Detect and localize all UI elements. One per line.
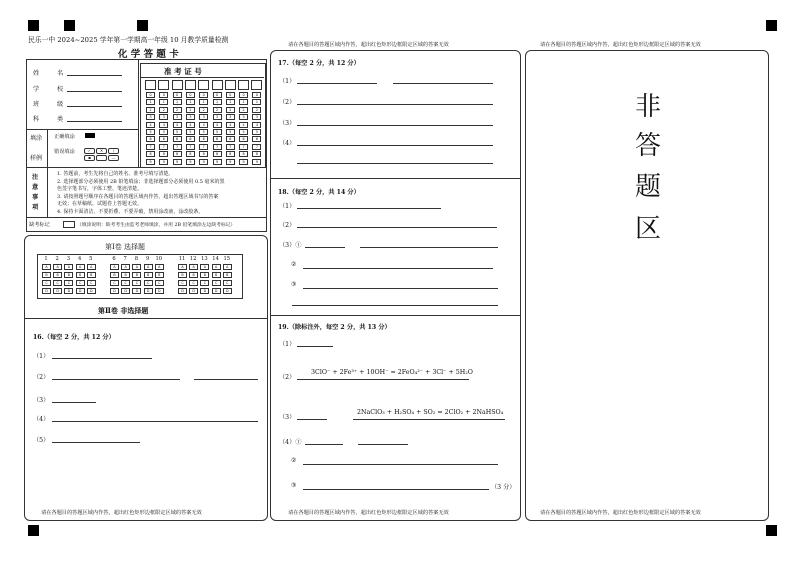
fill-correct-sample — [85, 133, 95, 138]
boundary-note-mid-bottom: 请在各题目的答题区域内作答，超出红色矩形边框限定区域的答案无效 — [288, 510, 449, 516]
admission-bubble[interactable]: 0 — [186, 92, 195, 98]
field-class-label-a: 班 — [33, 101, 40, 108]
q16-label: （4） — [33, 416, 50, 423]
field-name-input[interactable] — [67, 75, 122, 76]
admission-bubble[interactable]: 8 — [213, 151, 222, 157]
timing-mark-tl — [28, 20, 39, 31]
admission-bubble[interactable]: 7 — [239, 144, 248, 150]
field-class-input[interactable] — [67, 106, 122, 107]
admission-title-rule — [140, 77, 264, 78]
admission-bubble[interactable]: 6 — [239, 136, 248, 142]
q19-label: （2） — [279, 374, 296, 381]
non-answer-char-4: 区 — [635, 214, 662, 244]
admission-bubble[interactable]: 1 — [173, 99, 182, 105]
fill-wrong-sample: — — [108, 155, 119, 161]
admission-bubble[interactable]: 4 — [146, 122, 155, 128]
q19-blank-3b[interactable] — [353, 419, 505, 420]
choice-bubble[interactable]: C — [212, 280, 221, 286]
q19-blank-1[interactable] — [297, 346, 333, 347]
q18-header: 18.（每空 2 分，共 14 分） — [278, 189, 360, 196]
admission-bubble[interactable]: 6 — [146, 136, 155, 142]
admission-write-box[interactable] — [185, 80, 196, 90]
absent-checkbox[interactable] — [63, 221, 75, 228]
info-divider-h1 — [26, 129, 138, 130]
choice-bubble[interactable]: D — [76, 288, 85, 294]
q16-blank-5[interactable] — [52, 442, 140, 443]
admission-bubble[interactable]: 3 — [173, 114, 182, 120]
admission-bubble[interactable]: 4 — [239, 122, 248, 128]
fill-wrong-sample: ▪ — [84, 155, 95, 161]
boundary-note-mid-top: 请在各题目的答题区域内作答，超出红色矩形边框限定区域的答案无效 — [288, 42, 449, 48]
fill-wrong-sample: ✕ — [96, 148, 107, 154]
q16-label: （1） — [33, 353, 50, 360]
admission-bubble[interactable]: 1 — [239, 99, 248, 105]
admission-write-box[interactable] — [198, 80, 209, 90]
choice-bubble[interactable]: C — [76, 280, 85, 286]
q16-blank-2a[interactable] — [52, 379, 180, 380]
choice-bubble[interactable]: B — [121, 272, 130, 278]
choice-question-number: 5 — [89, 256, 93, 262]
q18-label: （3）① — [279, 242, 302, 249]
admission-bubble[interactable]: 2 — [226, 107, 235, 113]
admission-bubble[interactable]: 9 — [159, 159, 168, 165]
admission-bubble[interactable]: 4 — [213, 122, 222, 128]
q18-label: ② — [291, 261, 297, 268]
choice-bubble[interactable]: D — [64, 288, 73, 294]
q16-blank-1[interactable] — [52, 358, 152, 359]
q17-blank-1b[interactable] — [393, 83, 493, 84]
admission-bubble[interactable]: 8 — [252, 151, 261, 157]
q19-blank-4c[interactable] — [303, 464, 498, 465]
choice-bubble[interactable]: B — [53, 272, 62, 278]
admission-bubble[interactable]: 9 — [199, 159, 208, 165]
admission-bubble[interactable]: 9 — [239, 159, 248, 165]
admission-bubble[interactable]: 1 — [199, 99, 208, 105]
choice-bubble[interactable]: B — [178, 272, 187, 278]
admission-write-box[interactable] — [212, 80, 223, 90]
admission-bubble[interactable]: 7 — [186, 144, 195, 150]
admission-bubble[interactable]: 5 — [173, 129, 182, 135]
admission-bubble[interactable]: 3 — [226, 114, 235, 120]
admission-bubble[interactable]: 0 — [199, 92, 208, 98]
admission-bubble[interactable]: 1 — [146, 99, 155, 105]
choice-question-number: 8 — [134, 256, 139, 262]
part1-title: 第Ⅰ卷 选择题 — [105, 243, 145, 251]
q19-label: （4）① — [279, 439, 302, 446]
admission-bubble[interactable]: 7 — [226, 144, 235, 150]
fill-wrong-label: 错误填涂 — [54, 149, 75, 155]
choice-bubble[interactable]: A — [132, 264, 141, 270]
choice-bubble[interactable]: A — [64, 264, 73, 270]
admission-write-box[interactable] — [145, 80, 156, 90]
boundary-note-left-bottom: 请在各题目的答题区域内作答，超出红色矩形边框限定区域的答案无效 — [41, 510, 202, 516]
info-divider-h3 — [26, 217, 266, 218]
note-item: 2. 选择题部分必须使用 2B 铅笔填涂；非选择题部分必须使用 0.5 毫米的黑 — [57, 178, 225, 185]
mid-divider-1 — [270, 178, 520, 179]
admission-bubble[interactable]: 6 — [252, 136, 261, 142]
q18-blank-3c[interactable] — [303, 268, 493, 269]
choice-bubble[interactable]: D — [155, 288, 164, 294]
field-name-label-a: 姓 — [33, 70, 40, 77]
choice-bubble[interactable]: C — [132, 280, 141, 286]
note-item: 3. 请按照题号顺序在各题目的答题区域内作答，超出答题区域书写的答案 — [57, 193, 219, 200]
choice-bubble[interactable]: B — [189, 272, 198, 278]
notes-title-char: 注 — [32, 174, 39, 181]
choice-bubble[interactable]: B — [76, 272, 85, 278]
note-item: 色签字笔书写，字体工整、笔迹清楚。 — [57, 186, 143, 193]
q17-blank-1a[interactable] — [297, 83, 377, 84]
admission-bubble[interactable]: 3 — [186, 114, 195, 120]
q18-blank-3e[interactable] — [292, 305, 498, 306]
admission-bubble[interactable]: 0 — [146, 92, 155, 98]
fill-correct-label: 正确填涂 — [54, 134, 75, 140]
choice-bubble[interactable]: C — [64, 280, 73, 286]
admission-bubble[interactable]: 4 — [159, 122, 168, 128]
admission-bubble[interactable]: 5 — [213, 129, 222, 135]
timing-mark-br — [766, 525, 777, 536]
admission-bubble[interactable]: 8 — [173, 151, 182, 157]
admission-bubble[interactable]: 7 — [213, 144, 222, 150]
boundary-note-right-bottom: 请在各题目的答题区域内作答，超出红色矩形边框限定区域的答案无效 — [540, 510, 701, 516]
q17-blank-4b[interactable] — [297, 163, 493, 164]
timing-mark-bl — [28, 525, 39, 536]
absent-note: （填涂说明：缺考考生由监考老师填涂，并用 2B 铅笔填涂左边缺考标记） — [77, 223, 236, 228]
admission-bubble[interactable]: 1 — [159, 99, 168, 105]
admission-bubble[interactable]: 9 — [252, 159, 261, 165]
absent-label: 缺考标记 — [29, 222, 50, 228]
admission-bubble[interactable]: 5 — [226, 129, 235, 135]
choice-question-number: 10 — [155, 256, 163, 262]
admission-bubble[interactable]: 0 — [159, 92, 168, 98]
choice-bubble[interactable]: D — [132, 288, 141, 294]
admission-title: 准 考 证 号 — [164, 67, 202, 76]
choice-bubble[interactable]: A — [53, 264, 62, 270]
admission-bubble[interactable]: 1 — [226, 99, 235, 105]
q18-blank-3b[interactable] — [360, 247, 498, 248]
admission-write-box[interactable] — [251, 80, 262, 90]
field-subject-label-a: 科 — [33, 116, 40, 123]
admission-write-box[interactable] — [158, 80, 169, 90]
choice-bubble[interactable]: B — [212, 272, 221, 278]
admission-write-box[interactable] — [238, 80, 249, 90]
note-item: 1. 答题前，考生先将自己的姓名、准考号填写清楚。 — [57, 171, 174, 177]
admission-bubble[interactable]: 8 — [239, 151, 248, 157]
choice-bubble[interactable]: D — [223, 288, 232, 294]
field-school-input[interactable] — [67, 91, 122, 92]
admission-bubble[interactable]: 4 — [186, 122, 195, 128]
q16-label: （2） — [33, 374, 50, 381]
choice-question-number: 9 — [145, 256, 150, 262]
choice-question-number: 12 — [189, 256, 197, 262]
choice-bubble[interactable]: B — [132, 272, 141, 278]
label-col-divider — [47, 129, 48, 217]
admission-bubble[interactable]: 2 — [173, 107, 182, 113]
q18-blank-3a[interactable] — [305, 247, 345, 248]
timing-mark-t2 — [64, 20, 75, 31]
choice-bubble[interactable]: D — [178, 288, 187, 294]
exam-title: 民乐一中 2024~2025 学年第一学期高一年级 10 月教学质量检测 — [28, 36, 229, 44]
q19-label: ③ — [291, 482, 297, 489]
choice-bubble[interactable]: B — [110, 272, 119, 278]
admission-bubble[interactable]: 4 — [199, 122, 208, 128]
part2-title: 第Ⅱ卷 非选择题 — [98, 306, 149, 315]
q19-blank-4d[interactable] — [303, 489, 489, 490]
admission-bubble[interactable]: 0 — [173, 92, 182, 98]
choice-question-number: 3 — [66, 256, 71, 262]
admission-bubble[interactable]: 0 — [213, 92, 222, 98]
choice-question-number: 4 — [77, 256, 82, 262]
admission-bubble[interactable]: 5 — [199, 129, 208, 135]
choice-bubble[interactable]: C — [42, 280, 51, 286]
admission-bubble[interactable]: 5 — [252, 129, 261, 135]
choice-question-number: 7 — [123, 256, 127, 262]
notes-title-char: 事 — [32, 194, 39, 201]
part-divider — [24, 318, 267, 319]
admission-bubble[interactable]: 4 — [252, 122, 261, 128]
timing-mark-t3 — [137, 20, 148, 31]
choice-bubble[interactable]: C — [155, 280, 164, 286]
choice-question-number: 13 — [201, 256, 208, 262]
q17-label: （4） — [279, 140, 296, 147]
admission-bubble[interactable]: 2 — [186, 107, 195, 113]
choice-bubble[interactable]: D — [53, 288, 62, 294]
choice-bubble[interactable]: D — [121, 288, 130, 294]
q19-label: （3） — [279, 414, 296, 421]
field-school-label-b: 校 — [57, 86, 64, 93]
admission-bubble[interactable]: 7 — [252, 144, 261, 150]
admission-bubble[interactable]: 8 — [226, 151, 235, 157]
choice-bubble[interactable]: A — [76, 264, 85, 270]
admission-bubble[interactable]: 3 — [159, 114, 168, 120]
choice-bubble[interactable]: A — [212, 264, 221, 270]
admission-bubble[interactable]: 5 — [146, 129, 155, 135]
admission-bubble[interactable]: 2 — [199, 107, 208, 113]
q16-blank-2b[interactable] — [194, 379, 258, 380]
choice-question-number: 2 — [55, 256, 59, 262]
choice-question-number: 11 — [178, 256, 186, 262]
choice-bubble[interactable]: B — [64, 272, 73, 278]
fill-wrong-sample: / — [108, 148, 119, 154]
choice-bubble[interactable]: D — [42, 288, 51, 294]
choice-bubble[interactable]: A — [87, 264, 96, 270]
admission-bubble[interactable]: 2 — [239, 107, 248, 113]
choice-bubble[interactable]: C — [53, 280, 62, 286]
field-name-label-b: 名 — [57, 70, 64, 77]
note-item: 无效；在草稿纸、试题卷上答题无效。 — [57, 201, 143, 208]
admission-bubble[interactable]: 5 — [186, 129, 195, 135]
q19-header: 19.（除标注外，每空 2 分，共 13 分） — [278, 324, 391, 331]
choice-bubble[interactable]: C — [178, 280, 187, 286]
choice-question-number: 6 — [112, 256, 116, 262]
choice-bubble[interactable]: A — [189, 264, 198, 270]
timing-mark-tr — [766, 20, 777, 31]
fill-label-a: 填涂 — [30, 135, 43, 142]
note-item: 4. 保持卡面清洁，不要折叠、不要弄破，禁用涂改液，涂改胶条。 — [57, 209, 204, 215]
boundary-note-right-top: 请在各题目的答题区域内作答，超出红色矩形边框限定区域的答案无效 — [540, 42, 701, 48]
choice-bubble[interactable]: C — [121, 280, 130, 286]
admission-bubble[interactable]: 9 — [213, 159, 222, 165]
q18-blank-3d[interactable] — [303, 288, 498, 289]
choice-bubble[interactable]: D — [212, 288, 221, 294]
q18-blank-1[interactable] — [297, 208, 441, 209]
q16-blank-3[interactable] — [52, 402, 96, 403]
admission-bubble[interactable]: 6 — [186, 136, 195, 142]
choice-question-number: 1 — [44, 256, 48, 262]
choice-bubble[interactable]: B — [87, 272, 96, 278]
non-answer-char-1: 非 — [635, 92, 662, 122]
fill-label-b: 样例 — [30, 155, 43, 162]
choice-bubble[interactable]: C — [87, 280, 96, 286]
admission-bubble[interactable]: 9 — [173, 159, 182, 165]
choice-bubble[interactable]: A — [144, 264, 153, 270]
admission-bubble[interactable]: 7 — [159, 144, 168, 150]
admission-bubble[interactable]: 3 — [199, 114, 208, 120]
admission-bubble[interactable]: 9 — [186, 159, 195, 165]
fill-wrong-sample: ✓ — [84, 148, 95, 154]
admission-bubble[interactable]: 1 — [213, 99, 222, 105]
admission-bubble[interactable]: 6 — [199, 136, 208, 142]
admission-bubble[interactable]: 8 — [146, 151, 155, 157]
admission-bubble[interactable]: 6 — [173, 136, 182, 142]
q17-label: （2） — [279, 99, 296, 106]
choice-bubble[interactable]: C — [189, 280, 198, 286]
admission-bubble[interactable]: 6 — [226, 136, 235, 142]
admission-bubble[interactable]: 0 — [239, 92, 248, 98]
admission-bubble[interactable]: 8 — [159, 151, 168, 157]
choice-question-number: 15 — [223, 256, 231, 262]
admission-bubble[interactable]: 5 — [159, 129, 168, 135]
choice-bubble[interactable]: C — [223, 280, 232, 286]
choice-bubble[interactable]: D — [200, 288, 209, 294]
choice-bubble[interactable]: B — [42, 272, 51, 278]
q17-label: （3） — [279, 120, 296, 127]
choice-bubble[interactable]: B — [200, 272, 209, 278]
card-title: 化 学 答 题 卡 — [118, 49, 179, 60]
middle-answer-panel — [270, 50, 521, 521]
fill-wrong-sample — [96, 155, 107, 161]
field-class-label-b: 级 — [57, 101, 64, 108]
non-answer-char-3: 题 — [635, 172, 662, 202]
q17-blank-3[interactable] — [297, 125, 493, 126]
admission-bubble[interactable]: 7 — [173, 144, 182, 150]
choice-bubble[interactable]: D — [189, 288, 198, 294]
q19-eq1: 3ClO⁻ + 2Fe³⁺ + 10OH⁻ = 2FeO₄²⁻ + 3Cl⁻ + 5H₂O — [311, 369, 473, 376]
q19-blank-3a[interactable] — [297, 419, 327, 420]
q19-blank-4b[interactable] — [358, 444, 408, 445]
admission-bubble[interactable]: 4 — [173, 122, 182, 128]
choice-bubble[interactable]: D — [87, 288, 96, 294]
choice-bubble[interactable]: A — [223, 264, 232, 270]
choice-bubble[interactable]: D — [110, 288, 119, 294]
q18-label: （1） — [279, 203, 296, 210]
admission-bubble[interactable]: 0 — [226, 92, 235, 98]
admission-bubble[interactable]: 6 — [159, 136, 168, 142]
admission-bubble[interactable]: 8 — [199, 151, 208, 157]
q16-header: 16.（每空 2 分，共 12 分） — [33, 334, 115, 341]
choice-question-number: 14 — [212, 256, 219, 262]
notes-title-char: 意 — [32, 184, 39, 191]
q19-eq2: 2NaClO₃ + H₂SO₄ + SO₂ = 2ClO₂ + 2NaHSO₄ — [357, 409, 504, 416]
field-subject-input[interactable] — [67, 121, 122, 122]
non-answer-char-2: 答 — [635, 131, 662, 161]
choice-bubble[interactable]: B — [155, 272, 164, 278]
admission-bubble[interactable]: 3 — [252, 114, 261, 120]
admission-bubble[interactable]: 2 — [252, 107, 261, 113]
admission-bubble[interactable]: 7 — [199, 144, 208, 150]
admission-bubble[interactable]: 7 — [146, 144, 155, 150]
q17-label: （1） — [279, 78, 296, 85]
q19-blank-4a[interactable] — [305, 444, 343, 445]
choice-bubble[interactable]: C — [200, 280, 209, 286]
q17-blank-4a[interactable] — [297, 145, 493, 146]
admission-bubble[interactable]: 1 — [252, 99, 261, 105]
admission-bubble[interactable]: 0 — [252, 92, 261, 98]
notes-title-char: 项 — [32, 204, 39, 211]
admission-bubble[interactable]: 1 — [186, 99, 195, 105]
field-school-label-a: 学 — [33, 86, 40, 93]
choice-bubble[interactable]: C — [110, 280, 119, 286]
q18-label: ③ — [291, 281, 297, 288]
q16-label: （5） — [33, 437, 50, 444]
admission-bubble[interactable]: 9 — [146, 159, 155, 165]
q19-score-note: （3 分） — [491, 484, 516, 491]
q19-label: （1） — [279, 341, 296, 348]
q18-blank-2[interactable] — [297, 227, 497, 228]
field-subject-label-b: 类 — [57, 116, 64, 123]
choice-bubble[interactable]: D — [144, 288, 153, 294]
admission-bubble[interactable]: 2 — [159, 107, 168, 113]
choice-bubble[interactable]: A — [110, 264, 119, 270]
admission-bubble[interactable]: 8 — [186, 151, 195, 157]
choice-bubble[interactable]: A — [42, 264, 51, 270]
choice-bubble[interactable]: C — [144, 280, 153, 286]
mid-divider-2 — [270, 315, 520, 316]
admission-bubble[interactable]: 3 — [239, 114, 248, 120]
admission-bubble[interactable]: 3 — [213, 114, 222, 120]
q17-header: 17.（每空 2 分，共 12 分） — [278, 60, 360, 67]
admission-bubble[interactable]: 9 — [226, 159, 235, 165]
choice-bubble[interactable]: A — [121, 264, 130, 270]
admission-write-box[interactable] — [225, 80, 236, 90]
admission-bubble[interactable]: 3 — [146, 114, 155, 120]
q16-blank-4[interactable] — [52, 421, 258, 422]
choice-bubble[interactable]: B — [144, 272, 153, 278]
q16-label: （3） — [33, 397, 50, 404]
admission-write-box[interactable] — [172, 80, 183, 90]
admission-bubble[interactable]: 5 — [239, 129, 248, 135]
q18-label: （2） — [279, 222, 296, 229]
choice-bubble[interactable]: A — [178, 264, 187, 270]
q19-blank-2[interactable] — [297, 379, 469, 380]
admission-bubble[interactable]: 2 — [213, 107, 222, 113]
q17-blank-2[interactable] — [297, 104, 493, 105]
choice-bubble[interactable]: B — [223, 272, 232, 278]
admission-bubble[interactable]: 6 — [213, 136, 222, 142]
q19-label: ② — [291, 457, 297, 464]
admission-bubble[interactable]: 4 — [226, 122, 235, 128]
info-divider-v — [138, 59, 139, 167]
choice-bubble[interactable]: A — [200, 264, 209, 270]
choice-bubble[interactable]: A — [155, 264, 164, 270]
admission-bubble[interactable]: 2 — [146, 107, 155, 113]
